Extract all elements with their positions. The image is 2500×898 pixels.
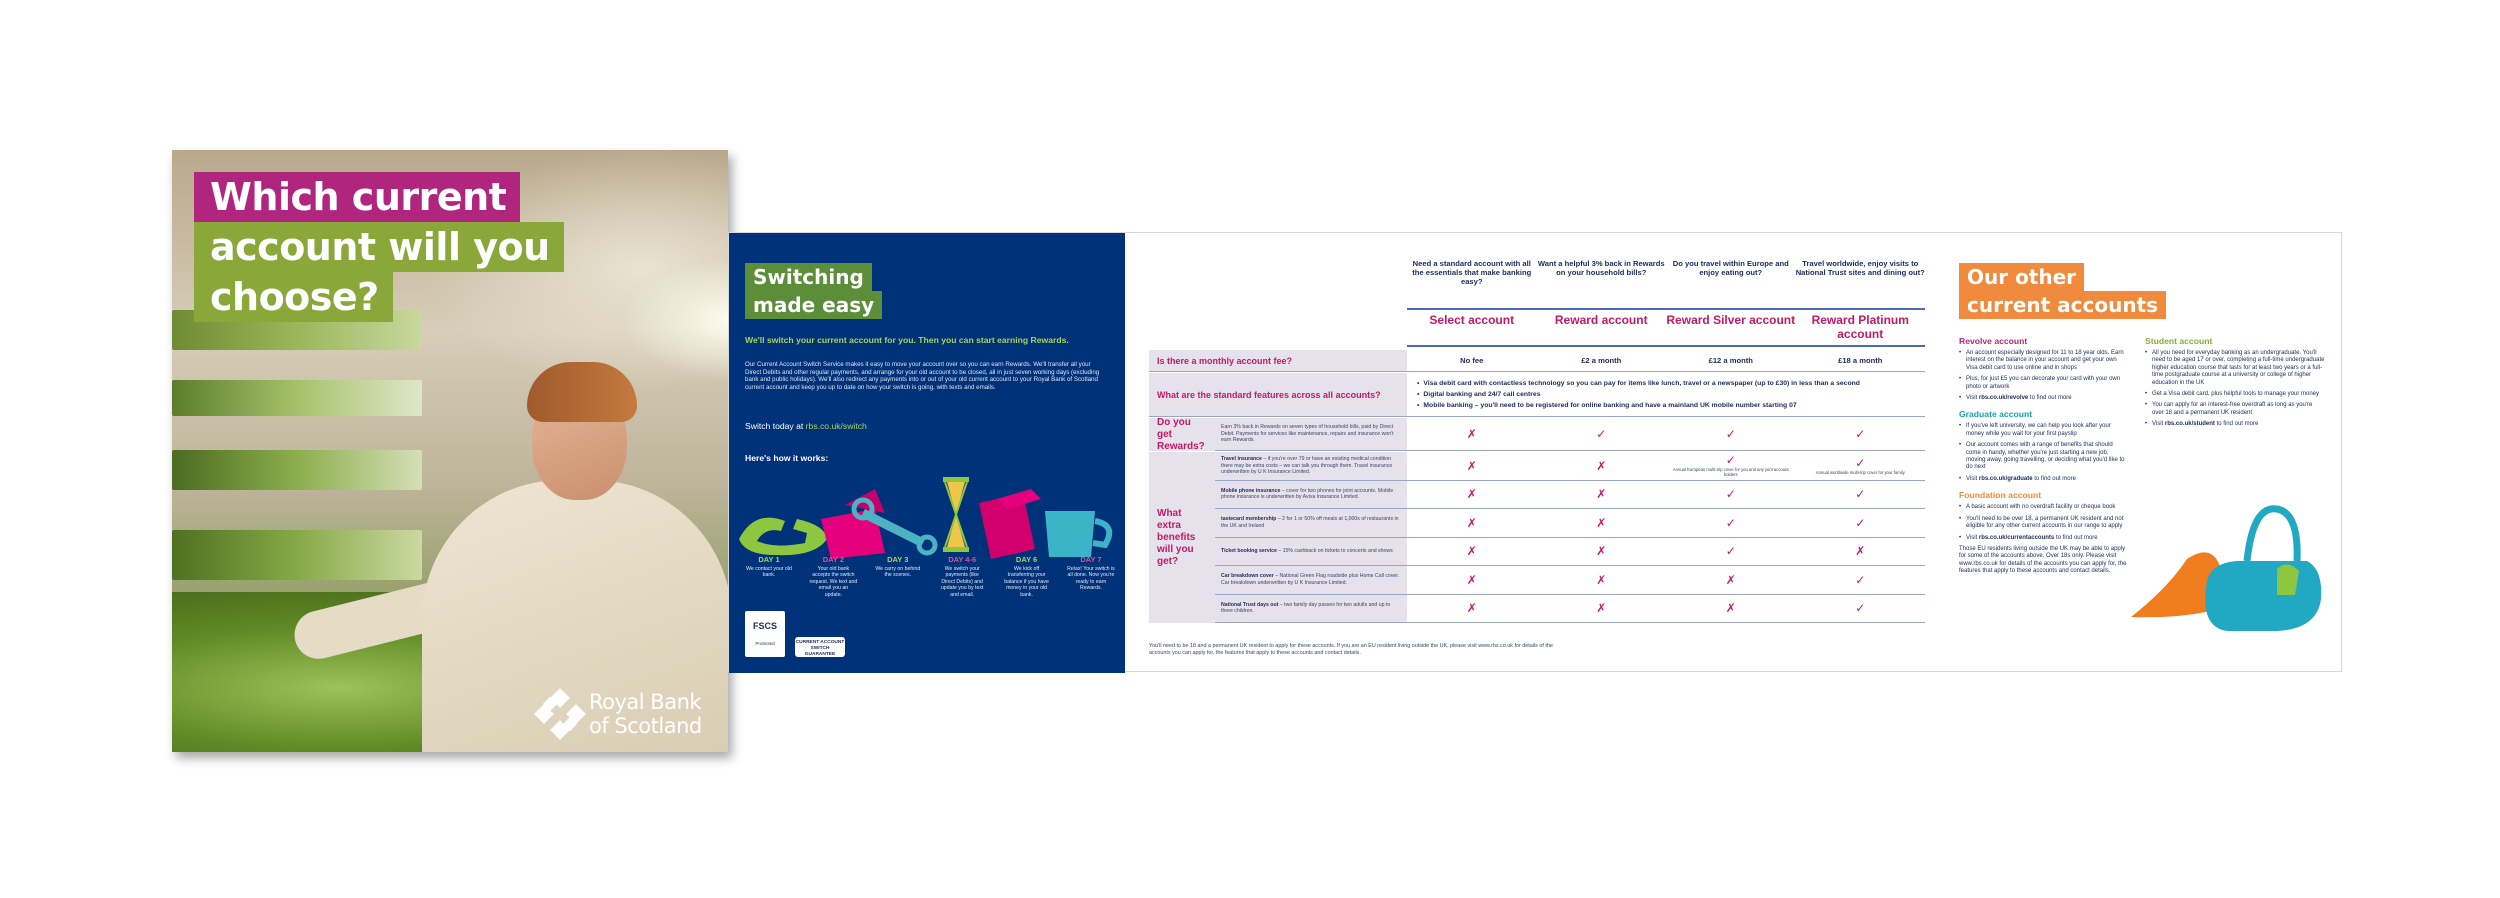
timeline-day-desc: We contact your old bank. [746, 566, 792, 579]
tick-icon: ✓ [1725, 427, 1736, 441]
rbs-logo [537, 690, 702, 738]
coffee-mug-icon [1045, 511, 1109, 557]
account-link[interactable]: rbs.co.uk/graduate [1978, 475, 2033, 482]
benefit-cell [1407, 481, 1537, 509]
cross-icon: ✗ [1466, 601, 1477, 616]
brochure-cover [172, 150, 728, 752]
timeline-day [874, 555, 922, 598]
features-row [1149, 373, 1925, 417]
cross-icon: ✗ [1466, 427, 1477, 441]
benefit-cell [1796, 481, 1926, 509]
fscs-badge-sub: Protected [755, 641, 775, 646]
benefit-cell [1537, 509, 1667, 537]
account-bullet-text: Get a Visa debit card, plus helpful tools to manage your money [2152, 391, 2319, 398]
cross-icon: ✗ [1466, 572, 1477, 587]
cross-icon: ✗ [1466, 458, 1477, 473]
benefit-description [1215, 481, 1407, 509]
divider [1407, 345, 1925, 347]
timeline-day-desc: We carry on behind the scenes. [875, 566, 921, 579]
cross-icon: ✗ [1596, 544, 1607, 559]
benefit-cell [1796, 452, 1926, 480]
timeline-day [1003, 555, 1051, 598]
switching-cta [745, 421, 867, 431]
shopper-hair [527, 362, 637, 422]
benefit-row [1215, 538, 1925, 567]
benefit-text: – cover for two phones for joint accounts. Mobile phone insurance is underwritten by Aviva Insurance Limited. [1221, 487, 1394, 501]
how-it-works-title: Here's how it works: [745, 453, 829, 463]
benefit-title: Car breakdown cover [1221, 573, 1274, 580]
timeline-day [938, 555, 986, 598]
benefit-text: – National Green Flag roadside plus Home Call cover. Car breakdown underwritten by U K Insurance Limited. [1221, 573, 1400, 586]
account-bullet-text: All you need for everyday banking as an undergraduate. You'll need to be aged 17 or over, completing a full-time undergraduate higher education course that lasts for at least two years or a full-time postgraduate course at a university or college of higher education in the UK [2152, 350, 2325, 386]
account-bullet [1959, 376, 2129, 391]
benefit-row [1215, 566, 1925, 595]
account-bullet [1959, 516, 2129, 531]
switching-body: Our Current Account Switch Service makes it easy to move your account over so you can earn Rewards. We'll transfer all your Direct Debits and other regular payments, and arrange for your old account to be closed, all in just seven working days (excluding bank and public holidays). We'll also redirect any payments into or out of your old current account to your Royal Bank of Scotland current account and keep you up to date on how your switch is going, with texts and emails. [745, 361, 1100, 391]
fscs-badge-label: FSCS [752, 621, 777, 631]
benefit-cell [1666, 538, 1796, 566]
benefit-cell [1666, 595, 1796, 623]
timeline-day-name: DAY 7 [1080, 555, 1102, 564]
benefit-cell [1537, 566, 1667, 594]
timeline-day-desc: Your old bank accepts the switch request. We text and email you an update. [809, 566, 858, 598]
timeline-day [745, 555, 793, 598]
hourglass-icon [943, 477, 969, 552]
account-bullet-text: You'll need to be over 18, a permanent UK resident and not eligible for any other current accounts in our range to apply [1966, 515, 2124, 530]
account-name: Reward Silver account [1666, 313, 1796, 327]
benefit-cell [1666, 452, 1796, 480]
rewards-cell [1796, 418, 1926, 450]
benefit-cell [1407, 509, 1537, 537]
rewards-label: Do you get Rewards? [1149, 418, 1215, 451]
rewards-cell [1537, 418, 1667, 450]
benefit-cell [1537, 538, 1667, 566]
account-name: Select account [1429, 313, 1515, 327]
account-bullet-text: You can apply for an interest-free overdraft as long as you're over 18 and a permanent UK resident [2152, 402, 2313, 416]
account-link[interactable]: rbs.co.uk/currentaccounts [1978, 534, 2055, 541]
account-bullet [2145, 391, 2325, 398]
tick-icon: ✓ [1725, 487, 1736, 502]
account-bullet-text: Our account comes with a range of benefits that should come in handy, whether you're just starting a new job, moving away, going travelling, or deciding what you'd like to do next [1966, 442, 2125, 471]
rbs-logo-line: of Scotland [589, 714, 702, 738]
extra-benefits-label: What extra benefits will you get? [1149, 452, 1215, 623]
switching-illustration [735, 469, 1119, 559]
rewards-description: Earn 3% back in Rewards on seven types of household bills, paid by Direct Debit. Payments for services like maintenance, repairs and insurance won't earn Rewards. [1215, 418, 1407, 450]
fee-value: £12 a month [1708, 356, 1753, 365]
account-bullet [2145, 402, 2325, 417]
foundation-heading: Foundation account [1959, 490, 2042, 501]
other-accounts-title-line: Our other [1959, 263, 2084, 291]
features-list [1417, 378, 1860, 411]
tick-icon: ✓ [1855, 427, 1866, 441]
benefit-title: Mobile phone insurance [1221, 487, 1281, 494]
account-bullet [1959, 504, 2129, 511]
benefit-cell [1407, 452, 1537, 480]
benefit-cell [1666, 481, 1796, 509]
benefit-cell [1666, 509, 1796, 537]
timeline-day-name: DAY 4-6 [948, 555, 977, 564]
switching-panel [729, 233, 1125, 673]
cross-icon: ✗ [1725, 572, 1736, 587]
benefit-cell [1796, 566, 1926, 594]
switch-guarantee-badge: CURRENT ACCOUNT SWITCH GUARANTEE [795, 637, 845, 657]
switch-timeline [745, 555, 1115, 598]
timeline-day-name: DAY 1 [758, 555, 780, 564]
cross-icon: ✗ [1466, 487, 1477, 502]
other-accounts-right-column [2145, 329, 2325, 433]
timeline-day-desc: We switch your payments (like Direct Debits) and update you by text and email. [940, 566, 984, 598]
cross-icon: ✗ [1596, 487, 1607, 502]
switching-title-line: Switching [745, 263, 872, 291]
fee-row [1149, 350, 1925, 372]
benefit-row [1215, 595, 1925, 624]
graduate-heading: Graduate account [1959, 409, 2033, 420]
switching-title [745, 263, 882, 319]
fee-value: £18 a month [1838, 356, 1883, 365]
fee-row-label: Is there a monthly account fee? [1149, 350, 1407, 371]
feature-item: • Mobile banking – you'll need to be registered for online banking and have a mainland UK mobile number starting 07 [1417, 400, 1860, 411]
account-bullet [1959, 423, 2129, 438]
rbs-daisy-logo-icon [537, 691, 583, 737]
timeline-day [1067, 555, 1115, 598]
shelf-produce [172, 380, 422, 416]
benefit-row [1215, 481, 1925, 510]
feature-item: • Digital banking and 24/7 call centres [1417, 389, 1860, 400]
account-bullet-text: Visit [1966, 534, 1979, 541]
benefit-description [1215, 566, 1407, 594]
account-bullet [2145, 421, 2325, 428]
tick-icon: ✓ [1725, 453, 1736, 468]
bags-illustration [2127, 499, 2327, 639]
other-accounts-title [1959, 263, 2166, 319]
feature-item: • Visa debit card with contactless technology so you can pay for items like lunch, travel or a newspaper (up to £30) in less than a second [1417, 378, 1860, 389]
cross-icon: ✗ [1855, 544, 1866, 559]
account-bullet-text: Visit [2152, 421, 2165, 428]
benefit-cell [1407, 566, 1537, 594]
foundation-note: Those EU residents living outside the UK may be able to apply for some of the accounts above. Over 18s only. Please visit www.rbs.co.uk for details of the accounts you can apply for, the features that apply to these accounts and contact details. [1959, 545, 2127, 575]
account-question: Want a helpful 3% back in Rewards on your household bills? [1537, 259, 1665, 277]
benefit-title: National Trust days out [1221, 601, 1279, 608]
benefit-description [1215, 452, 1407, 480]
benefit-row [1215, 509, 1925, 538]
fee-value: £2 a month [1581, 356, 1622, 365]
account-bullet [1959, 442, 2129, 472]
cross-icon: ✗ [1466, 515, 1477, 530]
account-link[interactable]: rbs.co.uk/revolve [1978, 395, 2029, 402]
account-bullet-text: Plus, for just £5 you can decorate your card with your own photo or artwork [1966, 376, 2121, 390]
benefit-description [1215, 509, 1407, 537]
other-accounts-left-column [1959, 329, 2129, 576]
benefit-text: – two family day passes for two adults and up to three children. [1221, 601, 1391, 615]
benefit-cell [1666, 566, 1796, 594]
timeline-day-name: DAY 2 [822, 555, 845, 564]
teal-handbag-icon [2205, 509, 2321, 631]
benefit-text: – 15% cashback on tickets to concerts and shows [1276, 548, 1393, 555]
tick-icon: ✓ [1725, 515, 1736, 530]
comparison-table [1149, 233, 1929, 673]
fscs-badge [745, 611, 785, 657]
account-bullet-suffix: to find out more [2028, 395, 2072, 402]
account-bullet [1959, 350, 2129, 372]
benefit-cell [1796, 595, 1926, 623]
account-bullet-text: Visit [1966, 395, 1979, 402]
account-link[interactable]: rbs.co.uk/student [2164, 421, 2215, 428]
switching-cta-prefix: Switch today at [745, 421, 804, 431]
tick-icon: ✓ [1725, 544, 1736, 559]
comparison-footnote: You'll need to be 18 and a permanent UK resident to apply for these accounts. If you are an EU resident living outside the UK, please visit www.rbs.co.uk for details of the accounts you can apply for, the features that apply to these accounts and contact details. [1149, 643, 1553, 656]
benefit-cell [1537, 452, 1667, 480]
other-accounts-title-line: current accounts [1959, 291, 2166, 319]
benefit-title: Travel insurance [1221, 456, 1262, 463]
switching-title-line: made easy [745, 291, 882, 319]
fee-value: No fee [1460, 356, 1484, 365]
benefit-cell [1407, 538, 1537, 566]
timeline-day-name: DAY 3 [887, 555, 909, 564]
account-bullet-text: Visit [1966, 475, 1979, 482]
cross-icon: ✗ [1596, 601, 1607, 616]
benefit-cell [1537, 595, 1667, 623]
benefit-cell [1796, 538, 1926, 566]
benefit-title: tastecard membership [1221, 516, 1277, 523]
switching-intro: We'll switch your current account for you. Then you can start earning Rewards. [745, 335, 1069, 345]
tick-icon: ✓ [1855, 572, 1866, 587]
tick-icon: ✓ [1855, 487, 1866, 502]
benefit-description [1215, 538, 1407, 566]
cover-title-line: Which current [194, 172, 520, 222]
account-question: Do you travel within Europe and enjoy eating out? [1672, 259, 1789, 277]
account-names [1407, 313, 1925, 341]
benefit-cell [1407, 595, 1537, 623]
benefit-cell [1796, 509, 1926, 537]
account-question: Travel worldwide, enjoy visits to National Trust sites and dining out? [1795, 259, 1925, 277]
account-bullet [1959, 476, 2129, 483]
account-bullet-suffix: to find out more [2032, 475, 2076, 482]
cover-title [194, 172, 564, 322]
benefit-text: – if you're over 79 or have an existing medical condition there may be extra costs – we can talk you through them. Travel insurance underwritten by U K Insurance Limited. [1221, 456, 1393, 475]
graduate-list [1959, 423, 2129, 483]
foundation-list [1959, 504, 2129, 542]
document-icon [979, 489, 1041, 559]
account-bullet-text: A basic account with no overdraft facility or cheque book [1966, 504, 2116, 511]
timeline-day-name: DAY 6 [1015, 555, 1038, 564]
cover-title-line: choose? [194, 272, 393, 322]
cross-icon: ✗ [1596, 572, 1607, 587]
cover-title-line: account will you [194, 222, 564, 272]
tick-icon: ✓ [1596, 427, 1607, 441]
revolve-heading: Revolve account [1959, 336, 2028, 346]
cross-icon: ✗ [1596, 515, 1607, 530]
benefit-title: Ticket booking service [1221, 548, 1277, 555]
benefit-row [1215, 452, 1925, 481]
shelf-produce [172, 450, 422, 490]
cross-icon: ✗ [1466, 544, 1477, 559]
account-bullet-text: An account especially designed for 11 to 18 year olds. Earn interest on the balance in your account and get your own Visa debit card to use online and in shops [1966, 350, 2124, 371]
student-list [2145, 350, 2325, 429]
account-bullet [2145, 350, 2325, 387]
other-accounts-panel [1949, 233, 2343, 673]
timeline-day-desc: We kick off transferring your balance if you have money in your old bank. [1004, 566, 1049, 598]
benefit-note: Annual worldwide multi-trip cover for your family [1815, 469, 1905, 475]
benefit-description [1215, 595, 1407, 623]
cross-icon: ✗ [1725, 601, 1736, 616]
rewards-row [1215, 418, 1925, 451]
tick-icon: ✓ [1855, 601, 1866, 616]
tick-icon: ✓ [1855, 455, 1866, 470]
account-question: Need a standard account with all the essentials that make banking easy? [1412, 259, 1532, 286]
rbs-logo-line: Royal Bank [589, 690, 702, 714]
tick-icon: ✓ [1855, 515, 1866, 530]
account-bullet [1959, 395, 2129, 402]
timeline-day [809, 555, 857, 598]
rewards-cell [1666, 418, 1796, 450]
timeline-day-desc: Relax! Your switch is all done. Now you're ready to earn Rewards. [1067, 566, 1115, 592]
account-bullet [1959, 535, 2129, 542]
divider [1407, 308, 1925, 310]
revolve-list [1959, 350, 2129, 402]
benefit-cell [1537, 481, 1667, 509]
telephone-icon [739, 518, 827, 556]
account-questions [1407, 259, 1925, 286]
brochure-spread [728, 232, 2342, 672]
student-heading: Student account [2145, 336, 2213, 346]
account-name: Reward account [1554, 313, 1648, 327]
benefit-text: – 2 for 1 or 50% off meals at 1,000s of restaurants in the UK and Ireland [1221, 516, 1399, 529]
account-bullet-text: If you've left university, we can help you look after your money while you wait for your first payslip [1966, 423, 2111, 437]
benefit-note: Annual European multi-trip cover for you and any joint account holders [1672, 467, 1789, 478]
account-bullet-suffix: to find out more [2054, 534, 2098, 541]
cross-icon: ✗ [1596, 458, 1607, 473]
account-bullet-suffix: to find out more [2214, 421, 2259, 428]
switching-cta-link[interactable]: rbs.co.uk/switch [805, 421, 867, 431]
features-row-label: What are the standard features across all accounts? [1149, 373, 1407, 416]
rewards-cell [1407, 418, 1537, 450]
shelf-produce [172, 530, 422, 580]
account-name: Reward Platinum account [1811, 313, 1909, 341]
